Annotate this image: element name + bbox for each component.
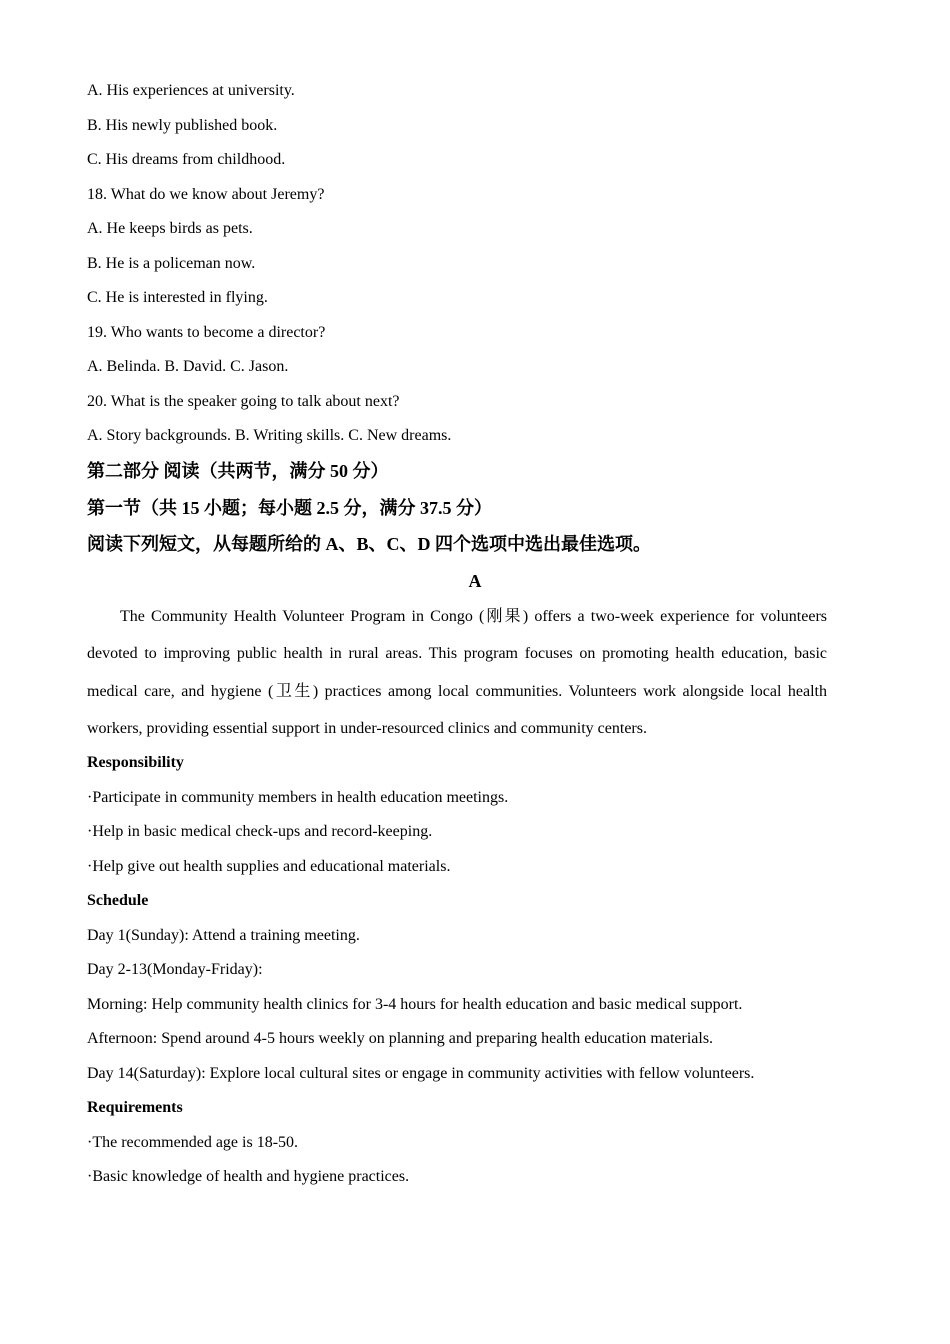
q18-option-c: C. He is interested in flying. [87, 289, 268, 306]
requirement-item: ·The recommended age is 18-50. [87, 1134, 299, 1151]
responsibility-item: ·Help in basic medical check-ups and record-keeping. [87, 823, 433, 840]
schedule-item: Afternoon: Spend around 4-5 hours weekly on planning and preparing health education materials. [87, 1030, 714, 1047]
q18-option-a: A. He keeps birds as pets. [87, 220, 253, 237]
passage-letter: A [468, 571, 482, 591]
q20-options: A. Story backgrounds. B. Writing skills. C. New dreams. [87, 427, 452, 444]
section1-heading: 第一节（共 15 小题；每小题 2.5 分，满分 37.5 分） [87, 498, 492, 518]
requirement-item: ·Basic knowledge of health and hygiene practices. [87, 1168, 410, 1185]
responsibility-item: ·Help give out health supplies and educational materials. [87, 858, 451, 875]
q17-option-a: A. His experiences at university. [87, 82, 295, 99]
q20-question: 20. What is the speaker going to talk about next? [87, 393, 400, 410]
schedule-item: Day 2-13(Monday-Friday): [87, 961, 263, 978]
responsibility-item: ·Participate in community members in health education meetings. [87, 789, 509, 806]
schedule-item: Day 14(Saturday): Explore local cultural sites or engage in community activities with fellow volunteers. [87, 1065, 755, 1082]
q17-option-c: C. His dreams from childhood. [87, 151, 286, 168]
passage-intro: The Community Health Volunteer Program in Congo (刚果) offers a two-week experience for volunteers devoted to improving public health in rural areas. This program focuses on promoting health education, basic medical care, and hygiene (卫生) practices among local communities. Volunteers work alongside local health workers, providing essential support in under-resourced clinics and community centers. [87, 608, 827, 737]
q19-options: A. Belinda. B. David. C. Jason. [87, 358, 289, 375]
schedule-item: Morning: Help community health clinics for 3-4 hours for health education and basic medical support. [87, 996, 743, 1013]
responsibility-title: Responsibility [87, 754, 184, 771]
q19-question: 19. Who wants to become a director? [87, 324, 326, 341]
schedule-title: Schedule [87, 892, 149, 909]
part2-heading: 第二部分 阅读（共两节，满分 50 分） [87, 461, 389, 481]
q18-question: 18. What do we know about Jeremy? [87, 186, 325, 203]
q18-option-b: B. He is a policeman now. [87, 255, 256, 272]
reading-instruction: 阅读下列短文，从每题所给的 A、B、C、D 四个选项中选出最佳选项。 [87, 534, 651, 554]
requirements-title: Requirements [87, 1099, 183, 1116]
q17-option-b: B. His newly published book. [87, 117, 278, 134]
schedule-item: Day 1(Sunday): Attend a training meeting. [87, 927, 360, 944]
